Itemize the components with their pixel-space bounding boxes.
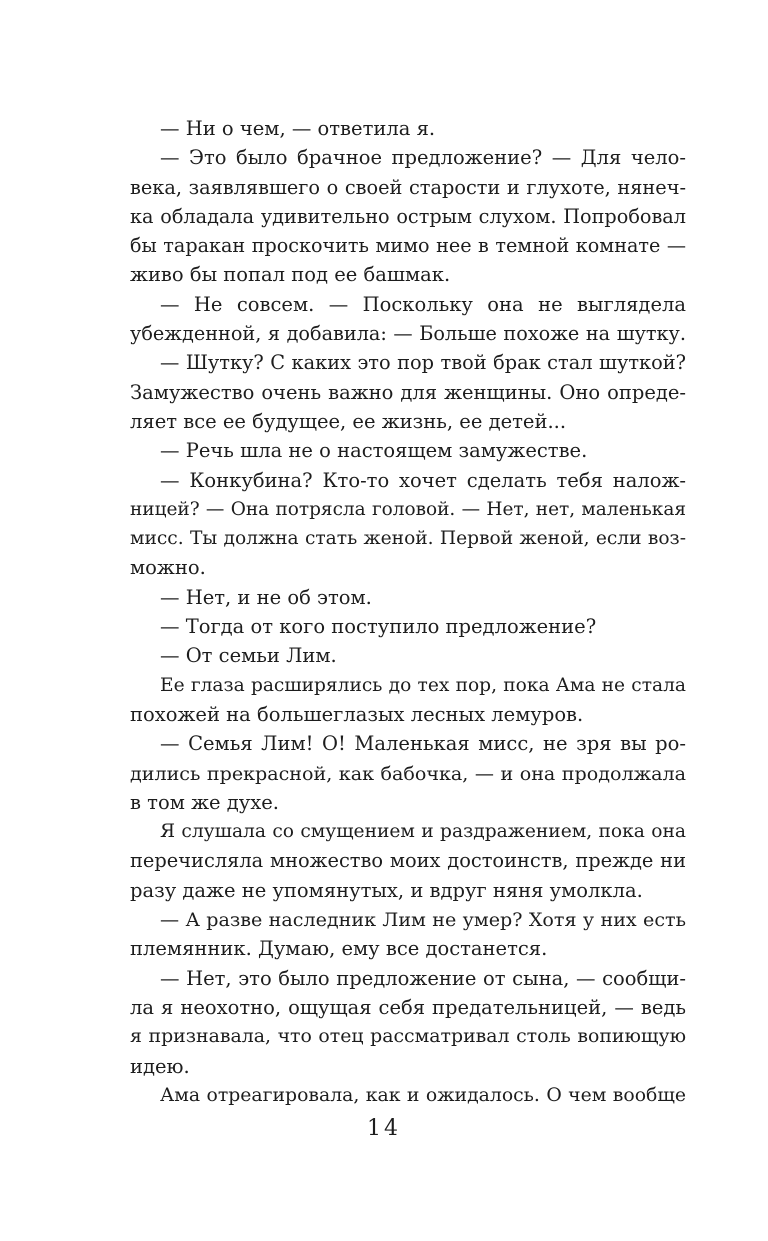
text-line: Ама отреагировала, как и ожидалось. О чем вообще xyxy=(160,1084,686,1106)
page-number: 14 xyxy=(367,1116,401,1141)
text-line: в том же духе. xyxy=(130,790,279,814)
text-line: дились прекрасной, как бабочка, — и она продолжала xyxy=(130,761,686,785)
text-line: похожей на большеглазых лесных лемуров. xyxy=(130,702,584,726)
text-line: перечисляла множество моих достоинств, прежде ни xyxy=(130,849,686,873)
text-line: — Не совсем. — Поскольку она не выглядела xyxy=(160,292,686,316)
text-line: — Речь шла не о настоящем замужестве. xyxy=(160,439,588,463)
text-line: — А разве наследник Лим не умер? Хотя у них есть xyxy=(160,908,686,932)
text-line: — Ни о чем, — ответила я. xyxy=(160,117,436,140)
text-line: ляет все ее будущее, ее жизнь, ее детей... xyxy=(130,409,567,433)
text-line: — Это было брачное предложение? — Для чело- xyxy=(160,146,686,170)
text-line: можно. xyxy=(130,556,206,580)
text-line: — Нет, это было предложение от сына, — сообщи- xyxy=(160,966,686,990)
text-line: я признавала, что отец рассматривал столь вопиющую xyxy=(130,1025,686,1048)
text-line: живо бы попал под ее башмак. xyxy=(130,263,451,287)
text-line: — Нет, и не об этом. xyxy=(160,585,372,609)
text-line: разу даже не упомянутых, и вдруг няня умолкла. xyxy=(130,878,643,902)
text-line: века, заявлявшего о своей старости и глухоте, нянеч- xyxy=(130,175,686,199)
text-line: племянник. Думаю, ему все достанется. xyxy=(130,937,548,961)
text-line: — Шутку? С каких это пор твой брак стал шуткой? xyxy=(160,351,686,375)
text-line: — Конкубина? Кто-то хочет сделать тебя налож- xyxy=(160,468,686,492)
text-line: бы таракан проскочить мимо нее в темной комнате — xyxy=(130,234,686,258)
text-line: идею. xyxy=(130,1054,190,1078)
text-line: Ее глаза расширялись до тех пор, пока Ама не стала xyxy=(160,674,686,696)
text-line: убежденной, я добавила: — Больше похоже на шутку. xyxy=(130,322,686,346)
text-line: — Тогда от кого поступило предложение? xyxy=(160,615,597,639)
text-line: ка обладала удивительно острым слухом. Попробовал xyxy=(130,204,686,228)
text-line: — От семьи Лим. xyxy=(160,644,337,668)
text-line: ницей? — Она потрясла головой. — Нет, нет, маленькая xyxy=(130,498,686,520)
text-line: Я слушала со смущением и раздражением, пока она xyxy=(160,821,686,843)
text-line: ла я неохотно, ощущая себя предательницей, — ведь xyxy=(130,995,686,1019)
page-body xyxy=(130,114,686,1110)
text-line: мисс. Ты должна стать женой. Первой женой, если воз- xyxy=(130,528,686,550)
text-line: — Семья Лим! О! Маленькая мисс, не зря вы ро- xyxy=(160,732,686,756)
text-line: Замужество очень важно для женщины. Оно опреде- xyxy=(130,380,686,404)
